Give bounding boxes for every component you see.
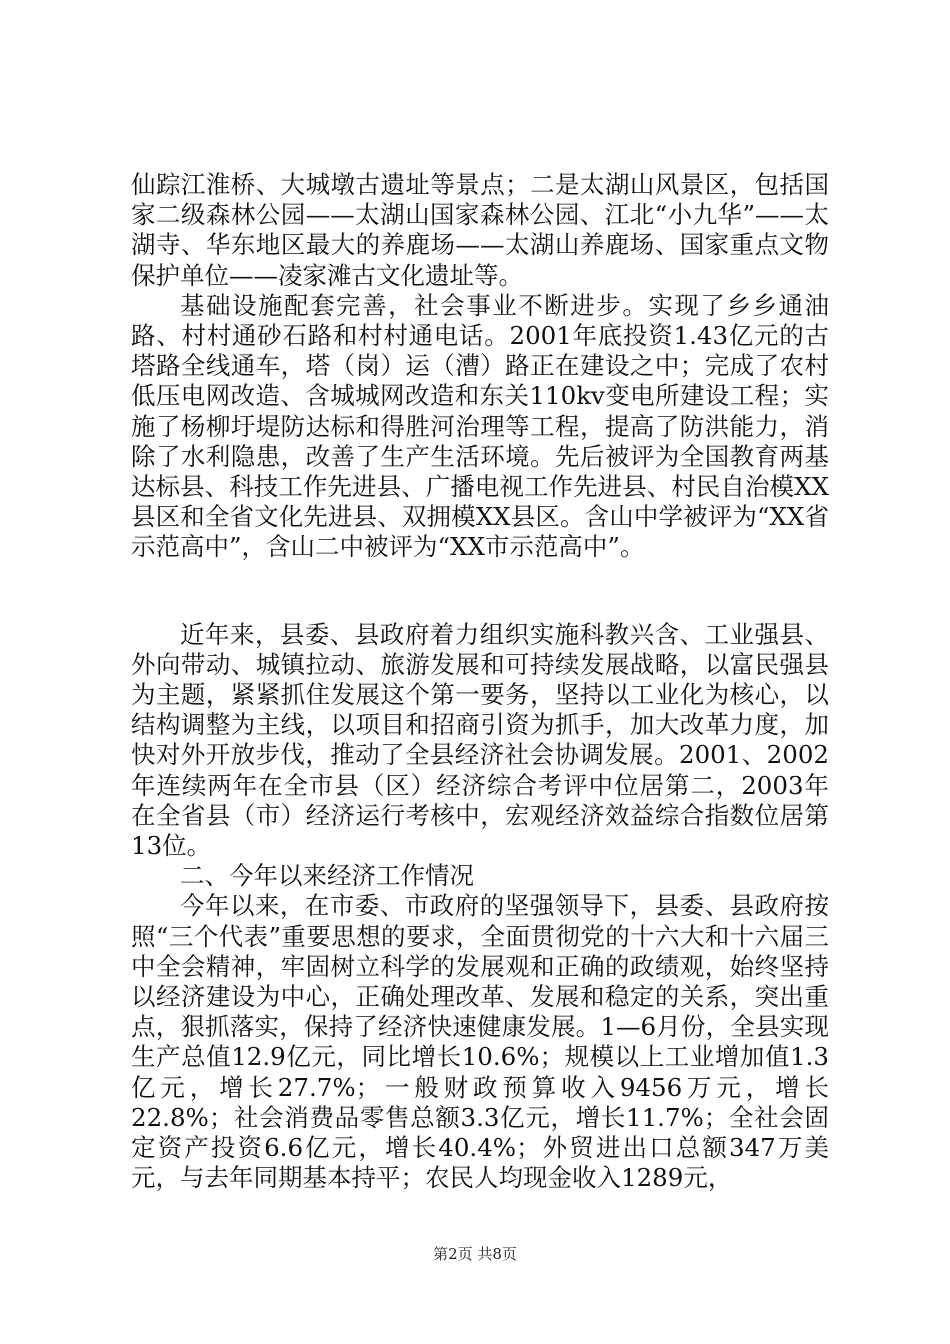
document-body: [131, 170, 829, 1194]
paragraph-recent-years: 近年来，县委、县政府着力组织实施科教兴含、工业强县、外向带动、城镇拉动、旅游发展和可持续发展战略，以富民强县为主题，紧紧抓住发展这个第一要务，坚持以工业化为核心，以结构调整为主线，以项目和招商引资为抓手，加大改革力度，加快对外开放步伐，推动了全县经济社会协调发展。2001、2002年连续两年在全市县（区）经济综合考评中位居第二，2003年在全省县（市）经济运行考核中，宏观经济效益综合指数位居第13位。: [131, 619, 829, 861]
page-footer: 第2页 共8页: [433, 1245, 517, 1263]
paragraph-scenic-spots: 仙踪江淮桥、大城墩古遗址等景点；二是太湖山风景区，包括国家二级森林公园——太湖山国家森林公园、江北“小九华”——太湖寺、华东地区最大的养鹿场——太湖山养鹿场、国家重点文物保护单位——凌家滩古文化遗址等。: [131, 170, 829, 290]
paragraph-gap: [131, 563, 829, 620]
paragraph-infrastructure: 基础设施配套完善，社会事业不断进步。实现了乡乡通油路、村村通砂石路和村村通电话。2001年底投资1.43亿元的古塔路全线通车，塔（岗）运（漕）路正在建设之中；完成了农村低压电网改造、含城城网改造和东关110kv变电所建设工程；实施了杨柳圩堤防达标和得胜河治理等工程，提高了防洪能力，消除了水利隐患，改善了生产生活环境。先后被评为全国教育两基达标县、科技工作先进县、广播电视工作先进县、村民自治模XX县区和全省文化先进县、双拥模XX县区。含山中学被评为“XX省示范高中”，含山二中被评为“XX市示范高中”。: [131, 290, 829, 562]
paragraph-this-year: 今年以来，在市委、市政府的坚强领导下，县委、县政府按照“三个代表”重要思想的要求，全面贯彻党的十六大和十六届三中全会精神，牢固树立科学的发展观和正确的政绩观，始终坚持以经济建设为中心，正确处理改革、发展和稳定的关系，突出重点，狠抓落实，保持了经济快速健康发展。1—6月份，全县实现生产总值12.9亿元，同比增长10.6%；规模以上工业增加值1.3亿元，增长27.7%；一般财政预算收入9456万元，增长22.8%；社会消费品零售总额3.3亿元，增长11.7%；全社会固定资产投资6.6亿元，增长40.4%；外贸进出口总额347万美元，与去年同期基本持平；农民人均现金收入1289元，: [131, 891, 829, 1193]
section-heading: 二、今年以来经济工作情况: [180, 861, 474, 891]
